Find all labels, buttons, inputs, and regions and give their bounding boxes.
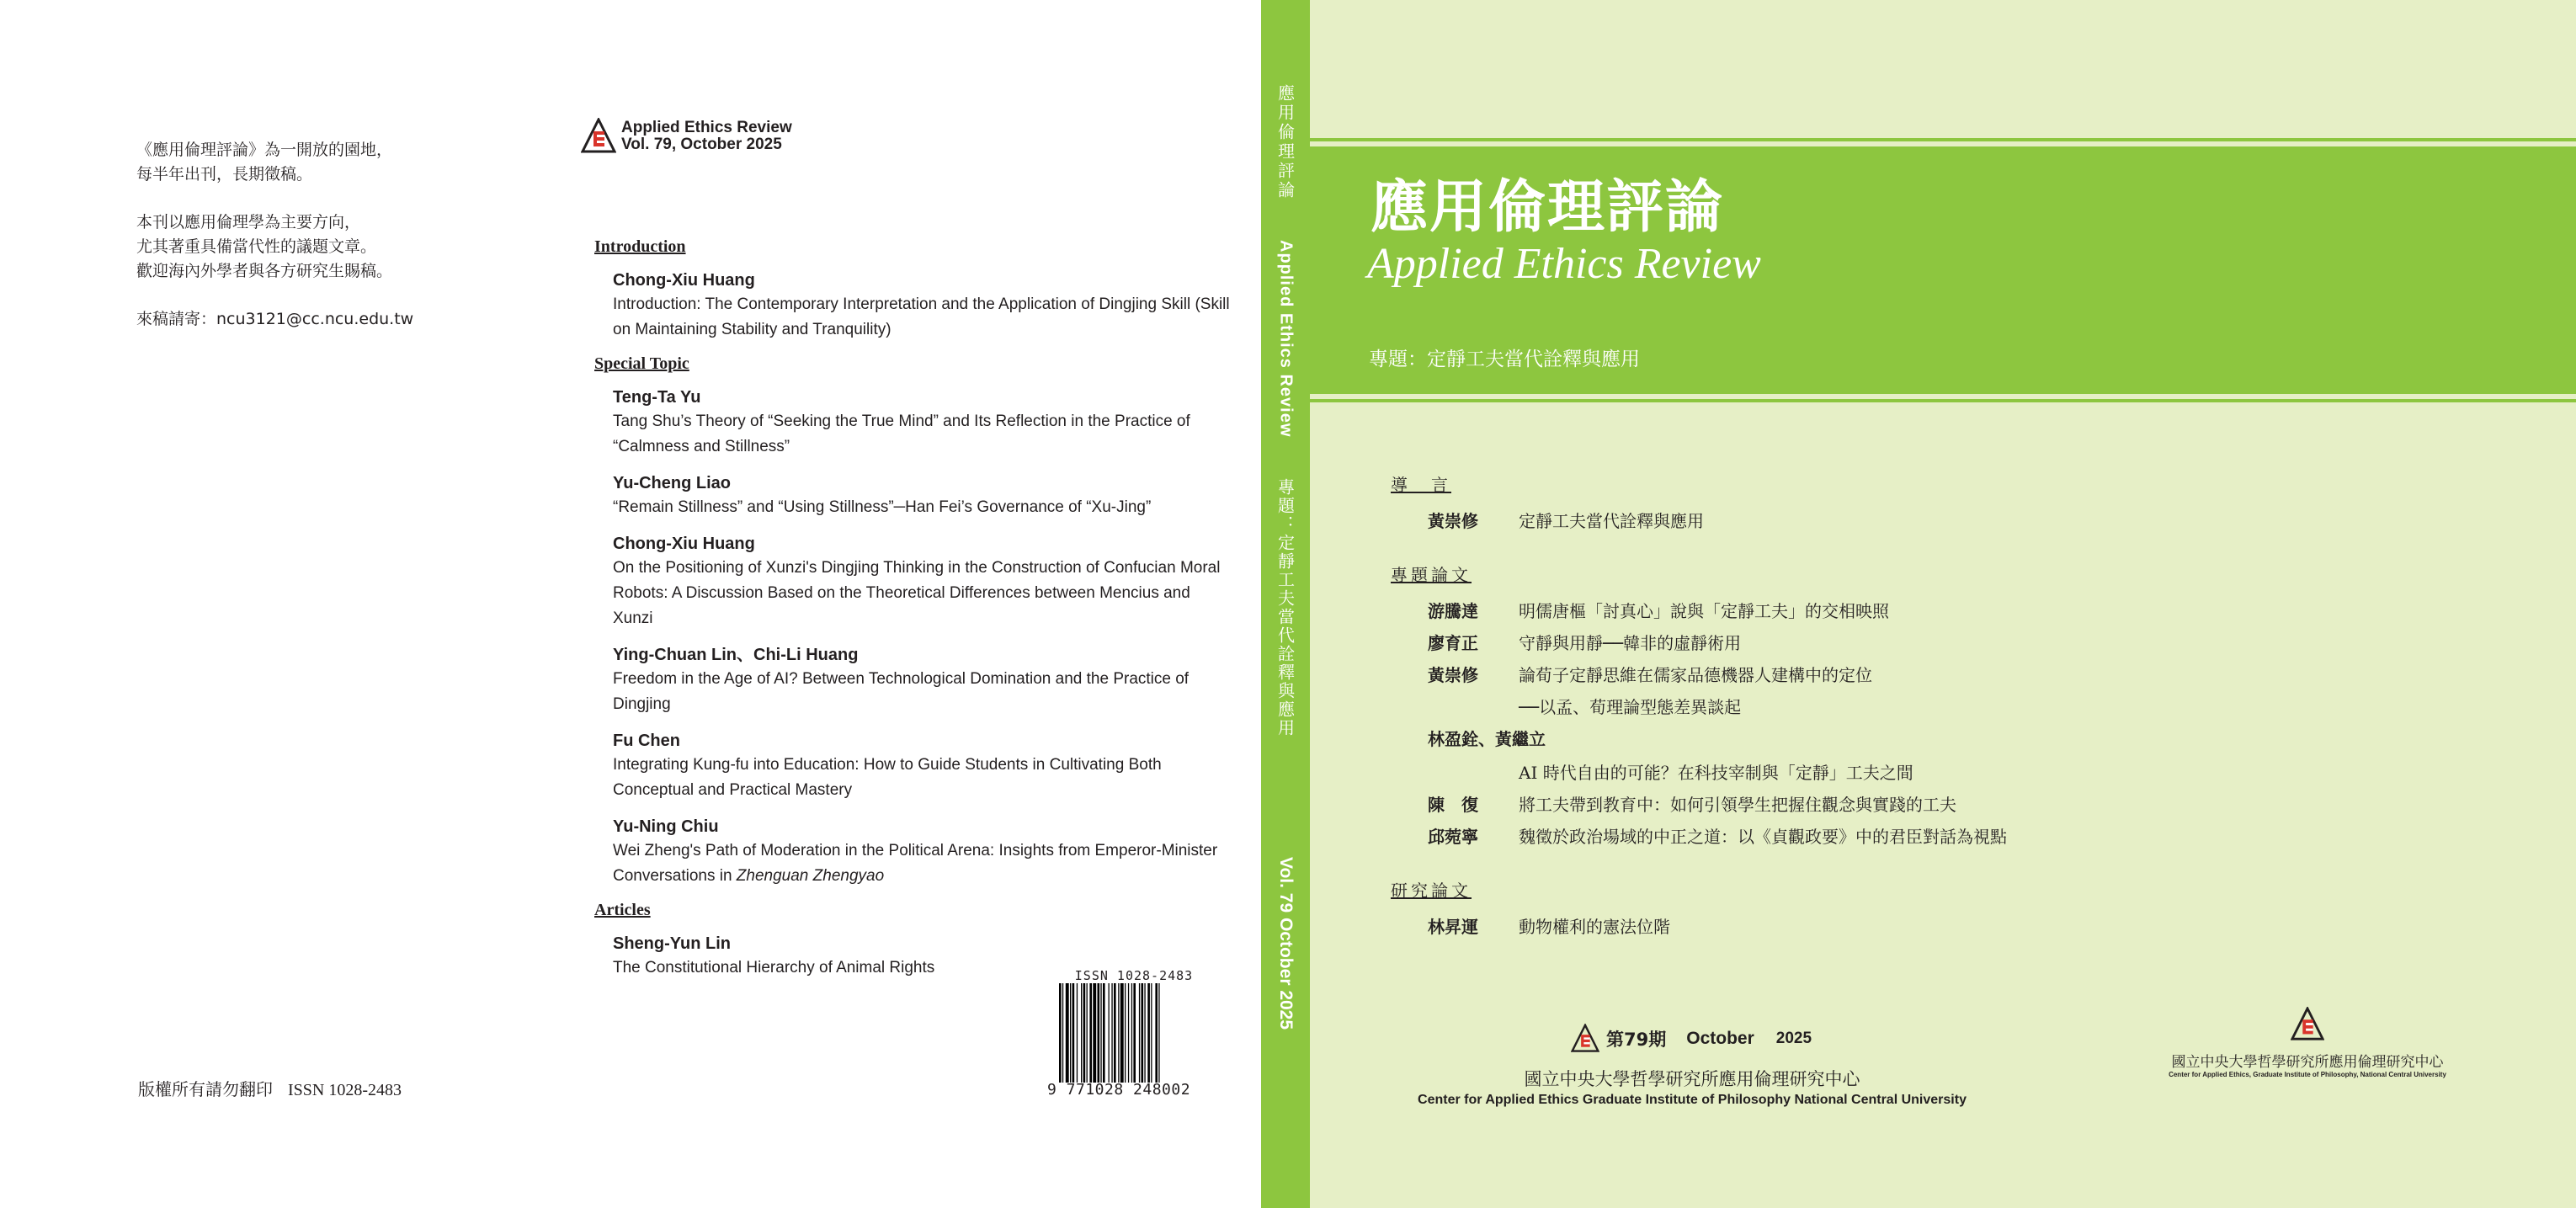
cover-section-research: 研究論文 xyxy=(1391,881,1472,901)
logo-title: Applied Ethics Review xyxy=(621,119,792,136)
cover-title: 論荀子定靜思維在儒家品德機器人建構中的定位 xyxy=(1519,665,1872,685)
cover-entry xyxy=(1428,601,2007,621)
barcode-digits: 9 771028 248002 xyxy=(1047,1081,1191,1099)
barcode-bar xyxy=(1103,983,1105,1083)
cover-section-intro: 導 言 xyxy=(1391,475,1451,495)
cover-author: 黃崇修 xyxy=(1428,665,1478,685)
cover-title: 守靜與用靜──韓非的虛靜術用 xyxy=(1519,633,1742,653)
issue-month: October xyxy=(1686,1029,1754,1048)
toc-title: “Remain Stillness” and “Using Stillness”─Han Fei’s Governance of “Xu-Jing” xyxy=(613,498,1152,516)
barcode-bar xyxy=(1062,983,1063,1083)
cover-author: 林盈銓、黃繼立 xyxy=(1428,729,1546,749)
toc-title xyxy=(613,838,1234,889)
institution-en: Center for Applied Ethics Graduate Institute of Philosophy National Central University xyxy=(1418,1093,1967,1107)
barcode xyxy=(1047,968,1221,1099)
back-cover-info xyxy=(136,138,413,332)
cover-title: 將工夫帶到教育中：如何引領學生把握住觀念與實踐的工夫 xyxy=(1519,795,1956,815)
cover-entry xyxy=(1428,827,2007,847)
issue-year: 2025 xyxy=(1775,1030,1812,1047)
cover-institution xyxy=(1397,1066,1987,1108)
toc-author: Teng-Ta Yu xyxy=(613,388,701,407)
back-footer xyxy=(138,1076,402,1100)
barcode-bar xyxy=(1144,983,1145,1083)
band-divider xyxy=(1310,399,2576,402)
barcode-bar xyxy=(1066,983,1069,1083)
barcode-bar xyxy=(1100,983,1101,1083)
barcode-bar xyxy=(1139,983,1140,1083)
toc-title: On the Positioning of Xunzi's Dingjing Thinking in the Construction of Confucian Moral Robots: A Discussion Based on the Theoretical Differences between Mencius and Xunzi xyxy=(613,559,1221,627)
barcode-bar xyxy=(1089,983,1092,1083)
cover-title-continued: ──以孟、荀理論型態差異談起 xyxy=(1519,697,1742,717)
barcode-bar xyxy=(1070,983,1071,1083)
issue-number: 第79期 xyxy=(1606,1030,1667,1050)
cover-section-special: 專題論文 xyxy=(1391,565,1472,585)
toc-section-special-topic: Special Topic xyxy=(594,354,689,373)
barcode-bar xyxy=(1059,983,1062,1083)
issn-text: ISSN 1028-2483 xyxy=(288,1081,402,1099)
barcode-bar xyxy=(1111,983,1112,1083)
ae-logo-icon xyxy=(2291,1007,2324,1042)
barcode-bar xyxy=(1125,983,1126,1083)
cover-entry xyxy=(1428,729,2007,783)
cover-entry xyxy=(1428,511,2007,531)
barcode-bar xyxy=(1093,983,1096,1083)
toc-title: Introduction: The Contemporary Interpretation and the Application of Dingjing Skill (Skill on Maintaining Stability and Tranquility) xyxy=(613,295,1230,338)
copyright-notice: 版權所有請勿翻印 xyxy=(138,1081,273,1099)
table-of-contents xyxy=(594,237,1234,992)
cover-author: 林昇運 xyxy=(1428,917,1478,937)
band-divider xyxy=(1310,138,2576,141)
toc-entry xyxy=(613,269,1234,343)
toc-section-articles: Articles xyxy=(594,901,651,919)
cover-title: 定靜工夫當代詮釋與應用 xyxy=(1519,511,1704,531)
toc-author: Sheng-Yun Lin xyxy=(613,934,731,953)
toc-entry xyxy=(613,815,1234,889)
toc-title-text: Wei Zheng's Path of Moderation in the Political Arena: Insights from Emperor-Minister Conversations in xyxy=(613,842,1218,885)
cover-topic: 專題：定靜工夫當代詮釋與應用 xyxy=(1369,349,1640,370)
cover-zh-title: 應用倫理評論 xyxy=(1370,174,1725,241)
logo-issue: Vol. 79, October 2025 xyxy=(621,136,782,153)
toc-author: Fu Chen xyxy=(613,732,680,750)
cover-en-title: Applied Ethics Review xyxy=(1367,240,1761,288)
logo-institution-zh: 國立中央大學哲學研究所應用倫理研究中心 xyxy=(2171,1054,2444,1071)
journal-logo xyxy=(581,118,792,155)
toc-entry xyxy=(613,386,1234,460)
barcode-issn: ISSN 1028-2483 xyxy=(1074,968,1194,983)
barcode-bar xyxy=(1158,983,1159,1083)
toc-entry xyxy=(613,471,1234,520)
cover-author: 陳 復 xyxy=(1428,795,1478,815)
toc-author: Yu-Ning Chiu xyxy=(613,817,719,836)
cover-author: 黃崇修 xyxy=(1428,511,1478,531)
cover-title: 魏徵於政治場域的中正之道：以《貞觀政要》中的君臣對話為視點 xyxy=(1519,827,2007,847)
spine xyxy=(1261,0,1310,1208)
cover-author: 廖育正 xyxy=(1428,633,1478,653)
spine-issue: Vol. 79 October 2025 xyxy=(1276,857,1296,1030)
cover-entry xyxy=(1428,917,2007,937)
toc-title: Tang Shu’s Theory of “Seeking the True Mind” and Its Reflection in the Practice of “Calmness and Stillness” xyxy=(613,412,1190,455)
barcode-bar xyxy=(1155,983,1158,1083)
contact-email: 來稿請寄：ncu3121@cc.ncu.edu.tw xyxy=(136,310,414,328)
cover-issue xyxy=(1571,1024,1812,1054)
barcode-bar xyxy=(1120,983,1124,1083)
info-line: 本刊以應用倫理學為主要方向， xyxy=(136,213,361,231)
toc-author: Ying-Chuan Lin、Chi-Li Huang xyxy=(613,646,859,664)
barcode-bar xyxy=(1118,983,1119,1083)
barcode-bar xyxy=(1151,983,1152,1083)
toc-title-italic: Zhenguan Zhengyao xyxy=(736,867,885,885)
barcode-bars xyxy=(1057,983,1217,1083)
spine-topic: 專題：定靜工夫當代詮釋與應用 xyxy=(1275,478,1296,737)
barcode-bar xyxy=(1128,983,1129,1083)
cover-author: 邱菀寧 xyxy=(1428,827,1478,847)
toc-entry xyxy=(613,532,1234,631)
info-line: 《應用倫理評論》為一開放的園地， xyxy=(136,141,393,159)
barcode-bar xyxy=(1072,983,1075,1083)
cover-entry xyxy=(1428,795,2007,815)
toc-title: Freedom in the Age of AI? Between Technological Domination and the Practice of Dingjing xyxy=(613,670,1190,713)
ae-logo-icon xyxy=(581,118,616,155)
toc-author: Yu-Cheng Liao xyxy=(613,474,731,492)
barcode-bar xyxy=(1087,983,1088,1083)
cover-entry xyxy=(1428,633,2007,653)
center-logo xyxy=(2160,1007,2455,1078)
cover-author: 游騰達 xyxy=(1428,601,1478,621)
barcode-bar xyxy=(1077,983,1078,1083)
barcode-bar xyxy=(1083,983,1086,1083)
toc-entry xyxy=(613,729,1234,803)
toc-title: Integrating Kung-fu into Education: How to Guide Students in Cultivating Both Conceptual and Practical Mastery xyxy=(613,756,1162,799)
barcode-bar xyxy=(1114,983,1116,1083)
logo-institution-en: Center for Applied Ethics, Graduate Institute of Philosophy, National Central University xyxy=(2169,1071,2446,1078)
barcode-bar xyxy=(1147,983,1150,1083)
barcode-bar xyxy=(1109,983,1110,1083)
cover-title: 明儒唐樞「討真心」說與「定靜工夫」的交相映照 xyxy=(1519,601,1889,621)
institution-zh: 國立中央大學哲學研究所應用倫理研究中心 xyxy=(1524,1069,1860,1089)
cover-entry xyxy=(1428,665,2007,717)
toc-title: The Constitutional Hierarchy of Animal Rights xyxy=(613,959,935,977)
barcode-bar xyxy=(1081,983,1082,1083)
info-line: 尤其著重具備當代性的議題文章。 xyxy=(136,237,377,256)
ae-logo-icon xyxy=(1571,1024,1599,1054)
cover-title: AI 時代自由的可能？在科技宰制與「定靜」工夫之間 xyxy=(1519,763,1913,783)
spine-en-title: Applied Ethics Review xyxy=(1276,240,1296,438)
cover-contents xyxy=(1391,471,2007,949)
barcode-bar xyxy=(1098,983,1100,1083)
info-line: 歡迎海內外學者與各方研究生賜稿。 xyxy=(136,262,393,280)
toc-entry xyxy=(613,643,1234,717)
info-line: 每半年出刊，長期徵稿。 xyxy=(136,165,313,184)
barcode-bar xyxy=(1131,983,1132,1083)
barcode-bar xyxy=(1133,983,1136,1083)
toc-author: Chong-Xiu Huang xyxy=(613,535,755,553)
cover-title: 動物權利的憲法位階 xyxy=(1519,917,1670,937)
spine-zh-title: 應用倫理評論 xyxy=(1275,84,1296,200)
toc-author: Chong-Xiu Huang xyxy=(613,271,755,290)
barcode-bar xyxy=(1142,983,1144,1083)
toc-section-introduction: Introduction xyxy=(594,237,686,256)
